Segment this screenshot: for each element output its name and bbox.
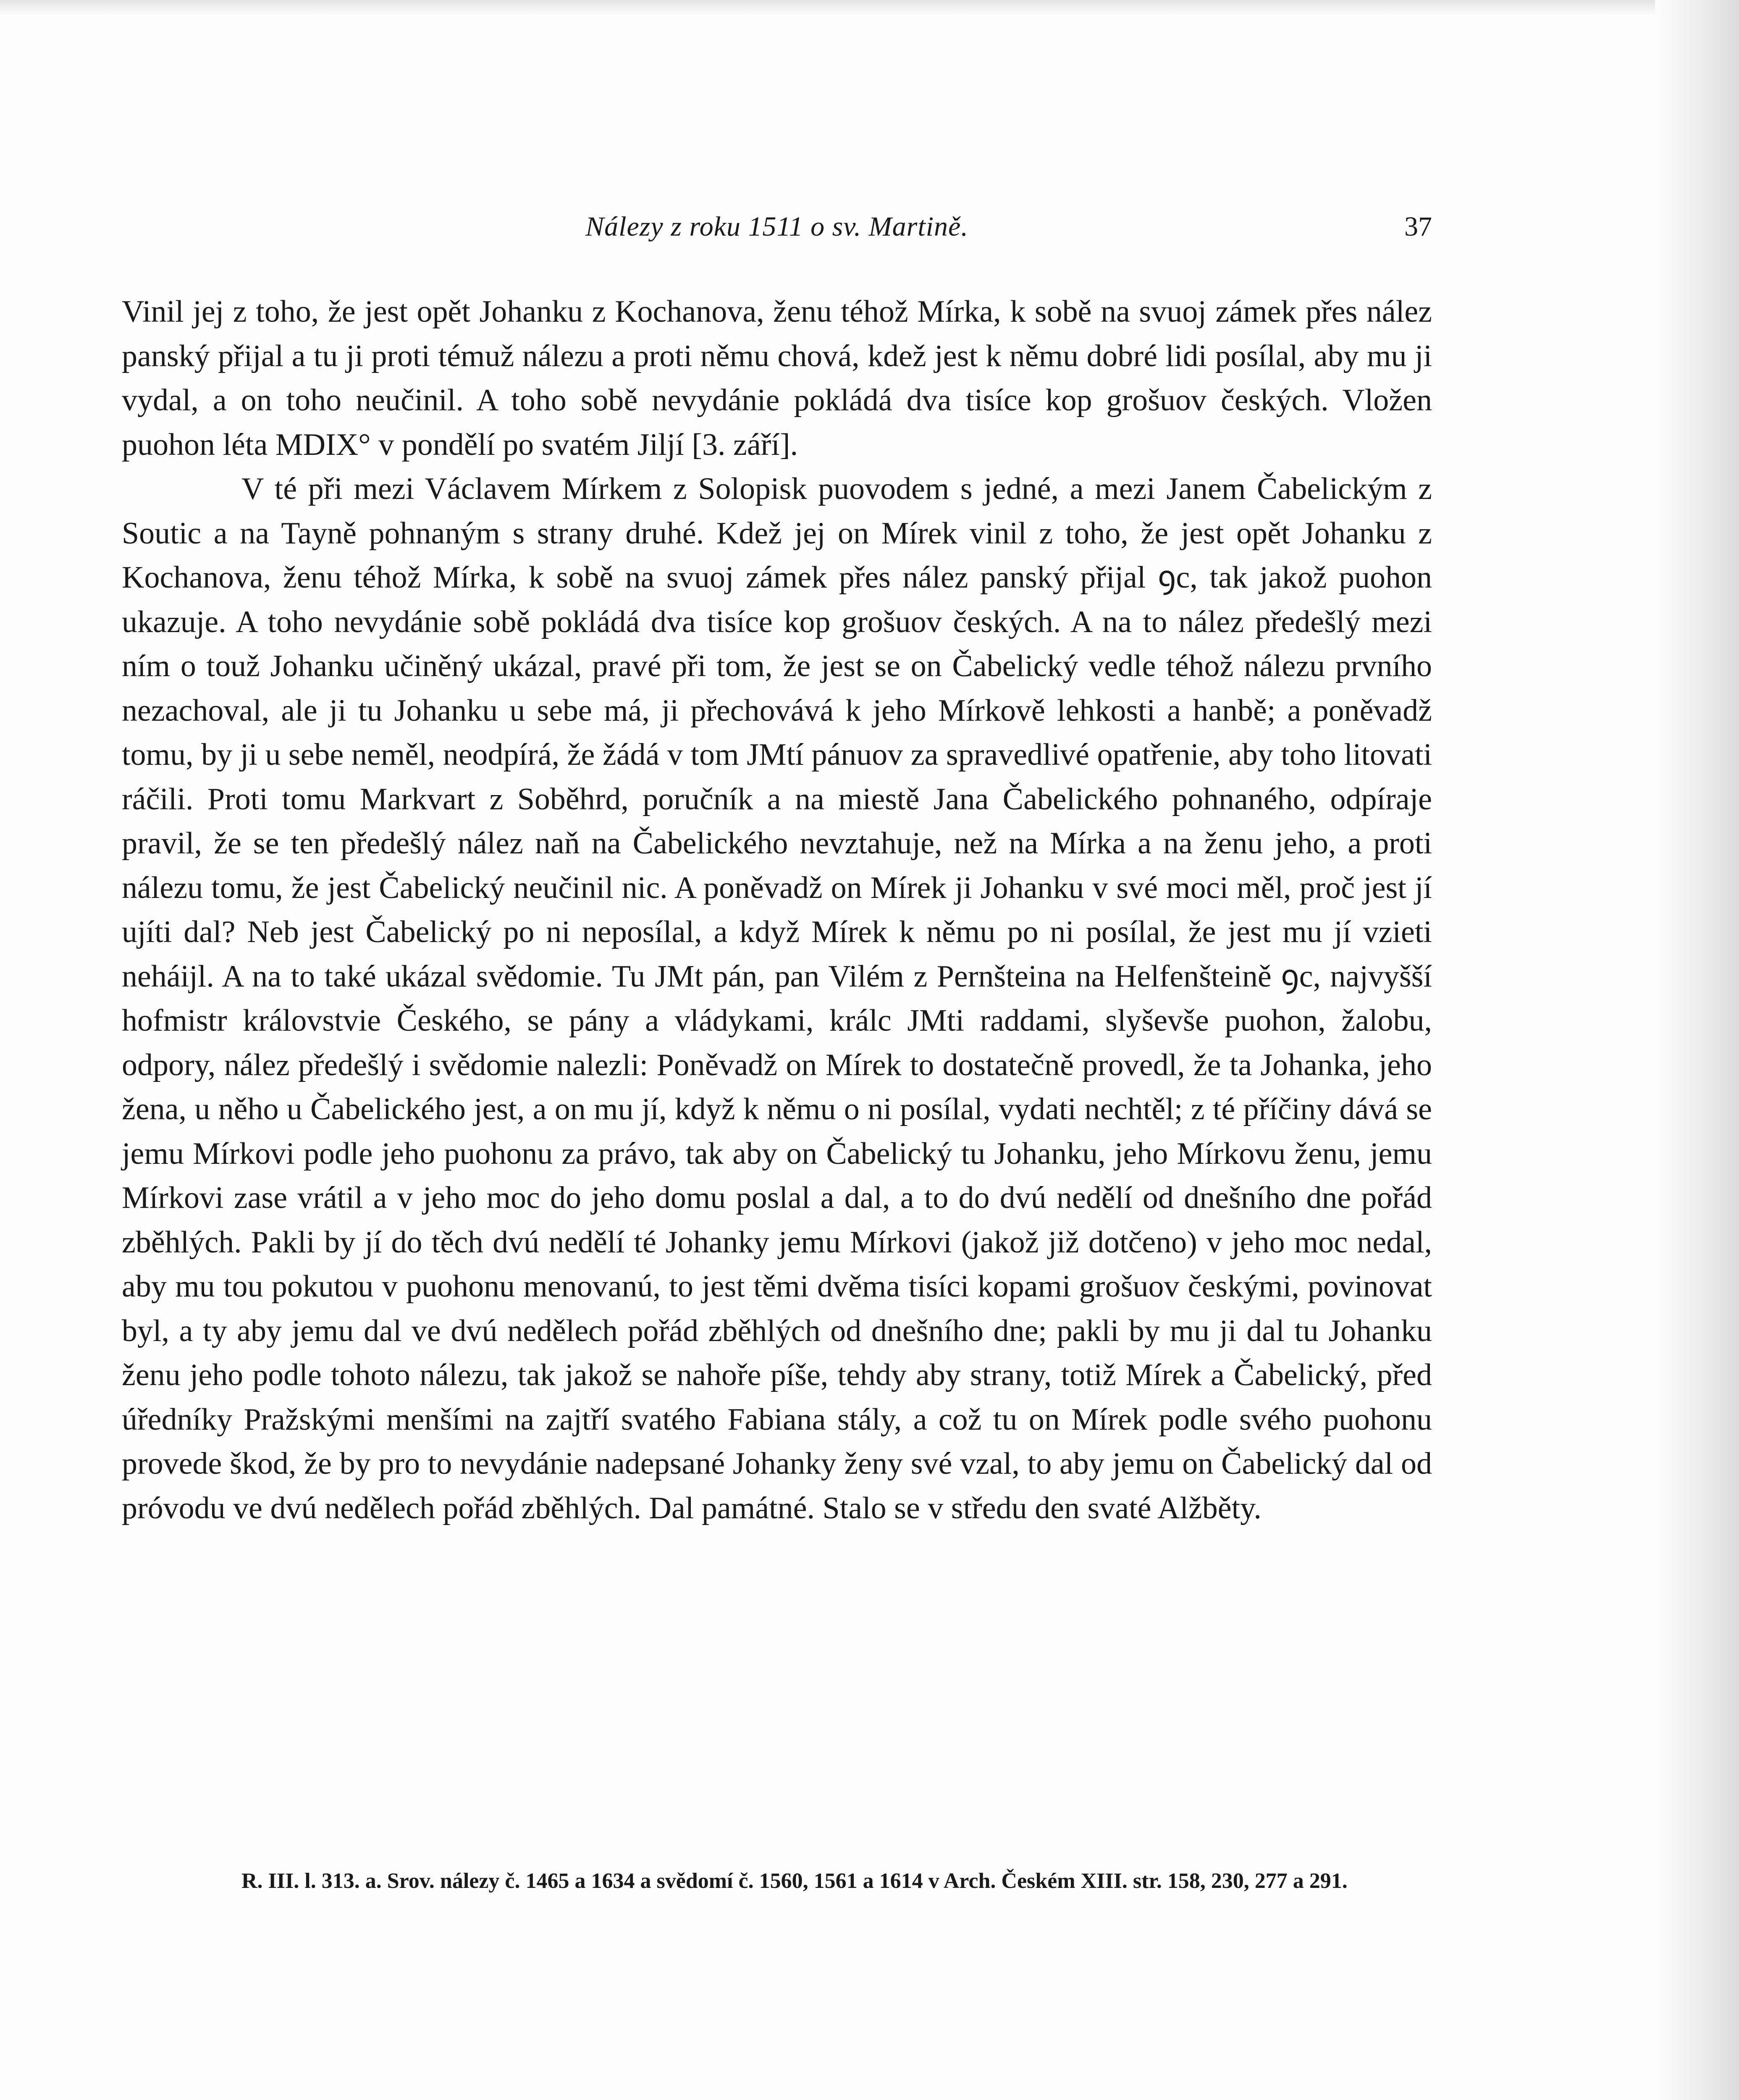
paragraph-continued: Vinil jej z toho, že jest opět Johanku z Kochanova, ženu téhož Mírka, k sobě na svuoj zámek přes nález panský přijal a tu ji proti témuž nálezu a proti němu chová, kdež jest k němu dobré lidi posílal, aby mu ji vydal, a on toho neučinil. A toho sobě nevydánie pokládá dva tisíce kop grošuov českých. Vložen puohon léta MDIX° v pondělí po svatém Jiljí [3. září]. bbox=[122, 294, 1432, 462]
body-text bbox=[122, 290, 1432, 1530]
running-title: Nálezy z roku 1511 o sv. Martině. bbox=[585, 211, 968, 242]
footnote-text: R. III. l. 313. a. Srov. nálezy č. 1465 a 1634 a svědomí č. 1560, 1561 a 1614 v Arch. Českém XIII. str. 158, 230, 277 a 291. bbox=[241, 1869, 1348, 1893]
top-scan-edge bbox=[0, 0, 1739, 15]
paragraph-ruling: V té při mezi Václavem Mírkem z Solopisk puovodem s jedné, a mezi Janem Čabelickým z Soutic a na Tayně pohnaným s strany druhé. Kdež jej on Mírek vinil z toho, že jest opět Johanku z Kochanova, ženu téhož Mírka, k sobě na svuoj zámek přes nález panský přijal ꝯc, tak jakož puohon ukazuje. A toho nevydánie sobě pokládá dva tisíce kop grošuov českých. A na to nález předešlý mezi ním o touž Johanku učiněný ukázal, pravé při tom, že jest se on Čabelický vedle téhož nálezu prvního nezachoval, ale ji tu Johanku u sebe má, ji přechovává k jeho Mírkově lehkosti a hanbě; a poněvadž tomu, by ji u sebe neměl, neodpírá, že žádá v tom JMtí pánuov za spravedlivé opatřenie, aby toho litovati ráčili. Proti tomu Markvart z Soběhrd, poručník a na miestě Jana Čabelického pohnaného, odpíraje pravil, že se ten předešlý nález naň na Čabelického nevztahuje, než na Mírka a na ženu jeho, a proti nálezu tomu, že jest Čabelický neučinil nic. A poněvadž on Mírek ji Johanku v své moci měl, proč jest jí ujíti dal? Neb jest Čabelický po ni neposílal, a když Mírek k němu po ni posílal, že jest mu jí vzieti neháijl. A na to také ukázal svědomie. Tu JMt pán, pan Vilém z Pernšteina na Helfenšteině ꝯc, najvyšší hofmistr královstvie Českého, se pány a vládykami, králc JMti raddami, slyševše puohon, žalobu, odpory, nález předešlý i svědomie nalezli: Poněvadž on Mírek to dostatečně provedl, že ta Johanka, jeho žena, u něho u Čabelického jest, a on mu jí, když k němu o ni posílal, vydati nechtěl; z té příčiny dává se jemu Mírkovi podle jeho puohonu za právo, tak aby on Čabelický tu Johanku, jeho Mírkovu ženu, jemu Mírkovi zase vrátil a v jeho moc do jeho domu poslal a dal, a to do dvú nedělí od dnešního dne pořád zběhlých. Pakli by jí do těch dvú nedělí té Johanky jemu Mírkovi (jakož již dotčeno) v jeho moc nedal, aby mu tou pokutou v puohonu menovanú, to jest těmi dvěma tisíci kopami grošuov českými, povinovat byl, a ty aby jemu dal ve dvú nedělech pořád zběhlých od dnešního dne; pakli by mu ji dal tu Johanku ženu jeho podle tohoto nálezu, tak jakož se nahoře píše, tehdy aby strany, totiž Mírek a Čabelický, před úředníky Pražskými menšími na zajtří svatého Fabiana stály, a což tu on Mírek podle svého puohonu provede škod, že by pro to nevydánie nadepsané Johanky ženy své vzal, to aby jemu on Čabelický dal od próvodu ve dvú nedělech pořád zběhlých. Dal památné. Stalo se v středu den svaté Alžběty. bbox=[122, 472, 1432, 1525]
footnote bbox=[122, 1865, 1432, 1898]
page-number: 37 bbox=[1404, 211, 1432, 242]
running-head bbox=[122, 208, 1432, 246]
right-scan-edge bbox=[1655, 0, 1739, 2100]
